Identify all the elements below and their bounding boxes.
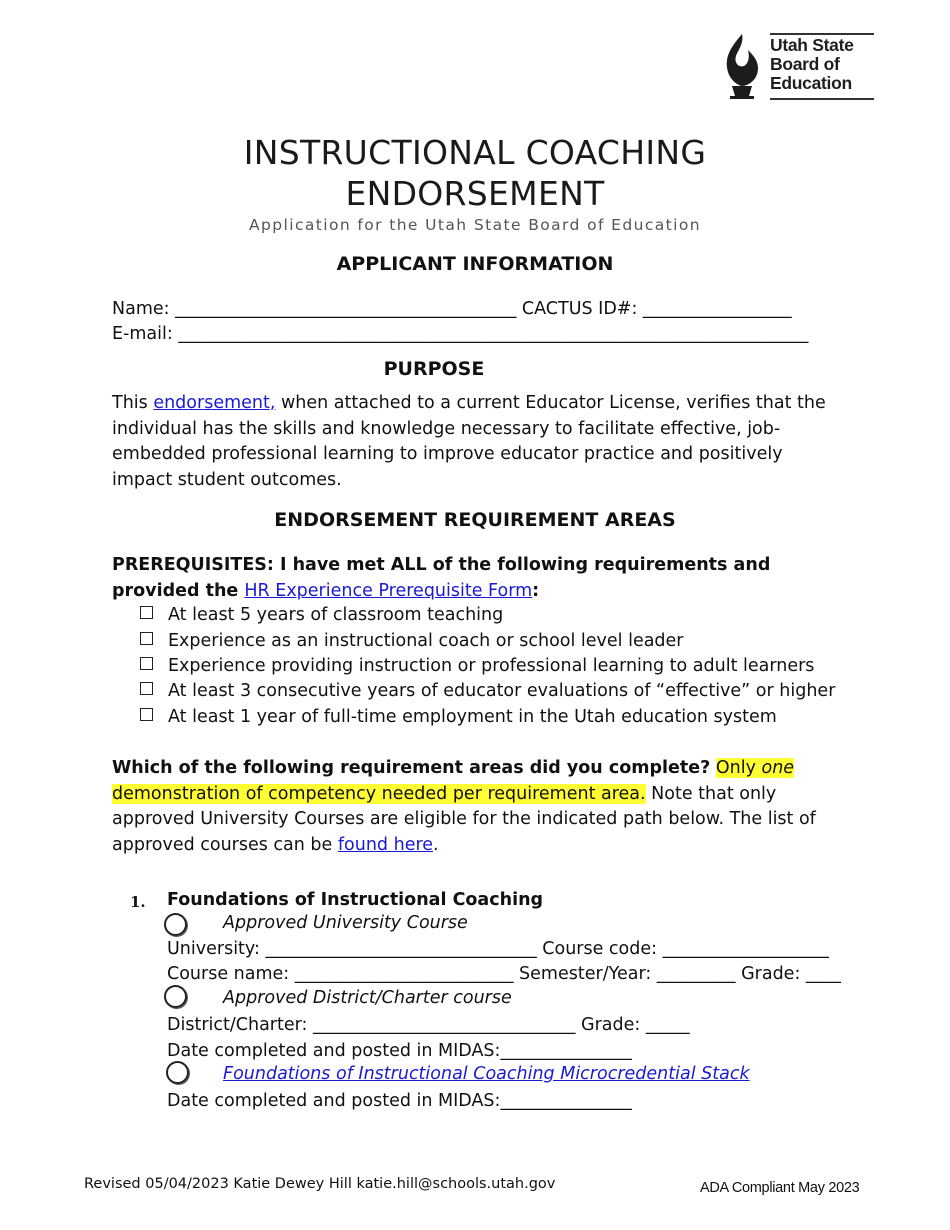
course-name-field[interactable]: Course name: _________________________ Semester/Year: _________ Grade: ____ [167, 964, 841, 984]
checkbox[interactable] [140, 708, 153, 721]
logo-line-1: Utah State [770, 35, 854, 55]
prereq-item-label: At least 3 consecutive years of educator evaluations of “effective” or higher [168, 681, 836, 701]
page-title-line-1: INSTRUCTIONAL COACHING [243, 133, 707, 172]
approved-courses-link[interactable]: found here [337, 834, 434, 855]
requirement-question [112, 756, 827, 858]
highlight-only: Only [715, 758, 762, 778]
district-course-radio[interactable] [164, 985, 187, 1008]
note-end: . [433, 834, 439, 855]
highlight-demonstration: demonstration of competency needed per requirement area. [112, 783, 646, 804]
purpose-text-start: This [112, 393, 154, 413]
purpose-text-end: when attached to a current Educator License, verifies that the individual has the skills and knowledge necessary to facilitate effective, job-embedded professional learning to improve educator practice and positively impact student outcomes. [112, 393, 826, 490]
logo-wordmark [770, 36, 854, 93]
usbe-logo [718, 30, 878, 102]
page-title-line-2: ENDORSEMENT [345, 174, 605, 213]
hr-prerequisite-form-link[interactable]: HR Experience Prerequisite Form [244, 580, 533, 601]
email-field[interactable]: E-mail: ________________________________________________________________________ [112, 324, 809, 344]
purpose-paragraph [112, 391, 827, 493]
prereq-item-label: At least 1 year of full-time employment in the Utah education system [168, 707, 777, 727]
purpose-heading: PURPOSE [383, 358, 485, 380]
prereq-item-label: Experience as an instructional coach or school level leader [168, 631, 684, 651]
prereq-item-label: Experience providing instruction or professional learning to adult learners [168, 656, 815, 676]
logo-rule-bottom [770, 98, 874, 100]
endorsement-link[interactable]: endorsement, [153, 393, 276, 413]
requirement-areas-heading: ENDORSEMENT REQUIREMENT AREAS [274, 509, 676, 531]
prerequisites-text: PREREQUISITES: I have met ALL of the following requirements and provided the [112, 555, 771, 601]
prereq-checkbox-row[interactable] [140, 679, 835, 704]
page-subtitle: Application for the Utah State Board of Education [249, 216, 701, 234]
university-course-radio[interactable] [164, 913, 187, 936]
note-text: Note that only approved University Courses are eligible for the indicated path below. The list of approved courses can be [112, 783, 816, 855]
revision-note: Revised 05/04/2023 Katie Dewey Hill katie.hill@schools.utah.gov [84, 1176, 556, 1192]
prereq-item-label: At least 5 years of classroom teaching [168, 605, 504, 625]
applicant-info-heading: APPLICANT INFORMATION [336, 253, 614, 275]
highlight-one: one [761, 758, 795, 778]
checkbox[interactable] [140, 606, 153, 619]
section-number: 1. [130, 893, 146, 911]
section-title: Foundations of Instructional Coaching [167, 890, 544, 910]
logo-line-3: Education [770, 73, 852, 93]
midas-date-field-2[interactable]: Date completed and posted in MIDAS:_______________ [167, 1091, 632, 1111]
logo-line-2: Board of [770, 54, 840, 74]
prereq-checkbox-row[interactable] [140, 654, 814, 679]
midas-date-field-1[interactable]: Date completed and posted in MIDAS:_______________ [167, 1041, 632, 1061]
university-course-label: Approved University Course [223, 913, 468, 933]
checkbox[interactable] [140, 657, 153, 670]
ada-compliance-note: ADA Compliant May 2023 [700, 1180, 860, 1196]
district-grade-field[interactable]: District/Charter: ______________________________ Grade: _____ [167, 1015, 690, 1035]
name-cactus-field[interactable]: Name: _______________________________________ CACTUS ID#: _________________ [112, 299, 792, 319]
prerequisites-colon: : [532, 580, 540, 601]
university-course-code-field[interactable]: University: _______________________________ Course code: ___________________ [167, 939, 829, 959]
prereq-checkbox-row[interactable] [140, 629, 684, 654]
checkbox[interactable] [140, 682, 153, 695]
checkbox[interactable] [140, 632, 153, 645]
microcredential-stack-link[interactable] [223, 1064, 750, 1084]
district-course-label: Approved District/Charter course [223, 988, 512, 1008]
microcredential-link-text[interactable]: Foundations of Instructional Coaching Microcredential Stack [223, 1064, 750, 1084]
prereq-checkbox-row[interactable] [140, 705, 777, 730]
question-text: Which of the following requirement areas did you complete? [112, 758, 711, 778]
prerequisites-statement [112, 553, 827, 604]
microcredential-radio[interactable] [166, 1061, 189, 1084]
prereq-checkbox-row[interactable] [140, 603, 503, 628]
torch-flame-icon [718, 30, 766, 100]
